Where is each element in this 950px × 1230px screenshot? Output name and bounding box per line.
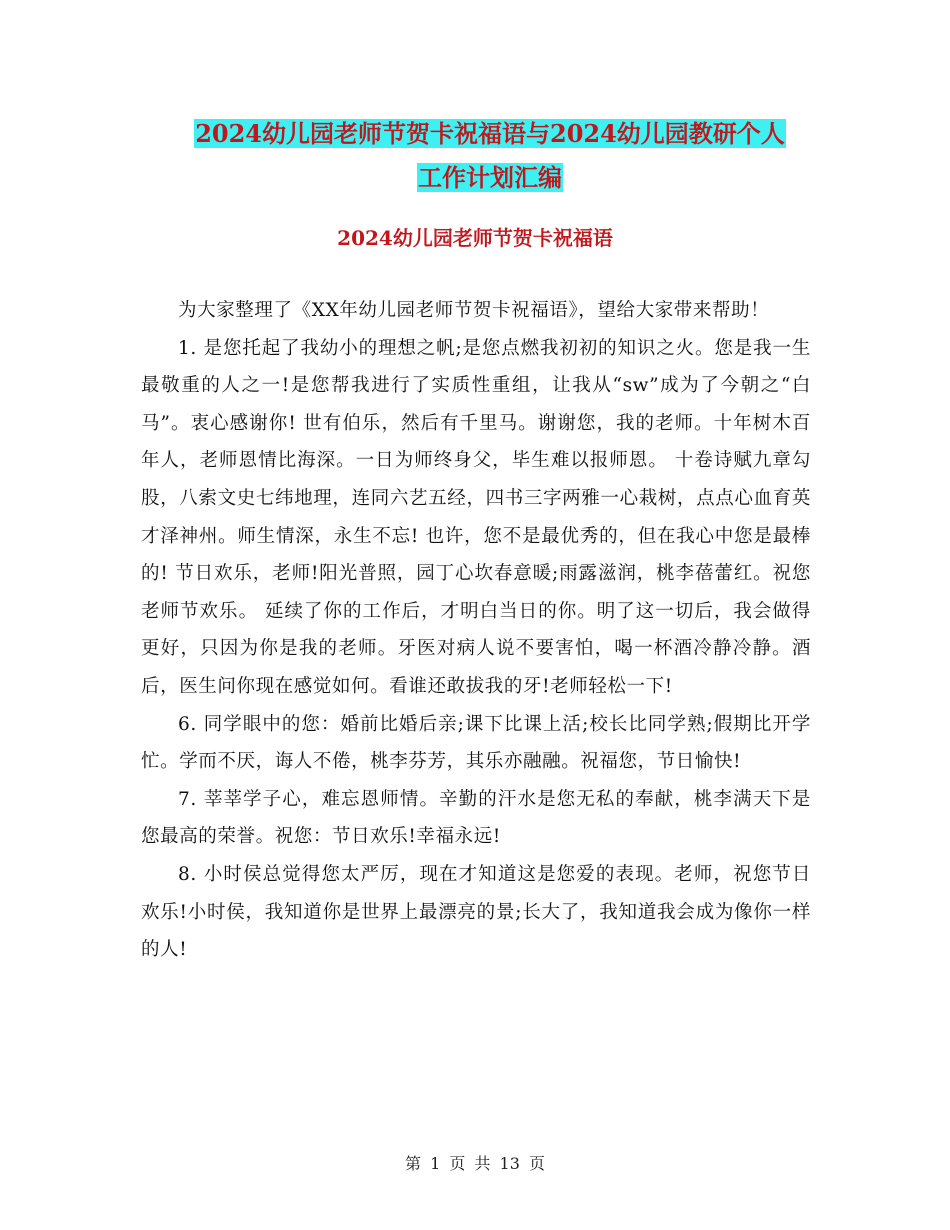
document-body	[141, 292, 811, 969]
paragraph-item-1: 1. 是您托起了我幼小的理想之帆;是您点燃我初初的知识之火。您是我一生最敬重的人之一!是您帮我进行了实质性重组，让我从“sw”成为了今朝之“白马”。衷心感谢你! 世有伯乐，然后有千里马。谢谢您，我的老师。十年树木百年人，老师恩情比海深。一日为师终身父，毕生难以报师恩。 十卷诗赋九章勾股，八索文史七纬地理，连同六艺五经，四书三字两雅一心栽树，点点心血育英才泽神州。师生情深，永生不忘! 也许，您不是最优秀的，但在我心中您是最棒的! 节日欢乐，老师!阳光普照，园丁心坎春意暖;雨露滋润，桃李蓓蕾红。祝您老师节欢乐。 延续了你的工作后，才明白当日的你。明了这一切后，我会做得更好，只因为你是我的老师。牙医对病人说不要害怕，喝一杯酒冷静冷静。酒后，医生问你现在感觉如何。看谁还敢拔我的牙!老师轻松一下!	[141, 337, 811, 697]
document-title-line-1: 2024幼儿园老师节贺卡祝福语与2024幼儿园教研个人	[195, 119, 785, 148]
paragraph-item-7: 7. 莘莘学子心，难忘恩师情。辛勤的汗水是您无私的奉献，桃李满天下是您最高的荣誉。祝您：节日欢乐!幸福永远!	[141, 788, 811, 848]
paragraph-item-6: 6. 同学眼中的您：婚前比婚后亲;课下比课上活;校长比同学熟;假期比开学忙。学而不厌，诲人不倦，桃李芬芳，其乐亦融融。祝福您，节日愉快!	[141, 713, 811, 773]
document-title	[140, 112, 840, 200]
section-heading: 2024幼儿园老师节贺卡祝福语	[337, 226, 613, 250]
paragraph-intro: 为大家整理了《XX年幼儿园老师节贺卡祝福语》，望给大家带来帮助！	[178, 300, 770, 321]
document-title-line-2: 工作计划汇编	[418, 163, 562, 192]
page-footer: 第 1 页 共 13 页	[405, 1154, 545, 1173]
paragraph-item-8: 8. 小时侯总觉得您太严厉，现在才知道这是您爱的表现。老师，祝您节日欢乐!小时侯，我知道你是世界上最漂亮的景;长大了，我知道我会成为像你一样的人!	[141, 863, 811, 961]
